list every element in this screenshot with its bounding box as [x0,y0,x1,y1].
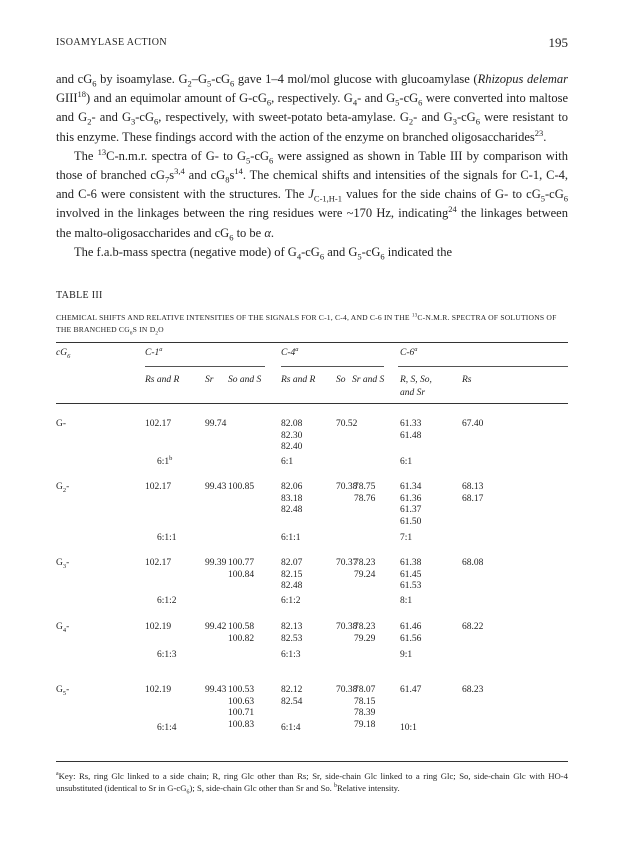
cell-c4-rs-r-value: 82.12 [281,685,303,695]
row-compound: $G_5-$ [56,685,70,697]
cell-c6-sr-s-value: 78.39 [354,708,376,718]
cell-c6-rsso-value: 61.50 [400,516,422,527]
cell-c6-rsso-value: 61.48 [400,430,422,441]
cell-c4-so-s [228,685,254,731]
cell-c4-rs-r-value: 82.07 [281,558,303,568]
cell-c6-rs-value: 68.23 [462,685,484,695]
cell-c1-rs-r [145,419,171,431]
cell-c4-rs-r-value: 82.13 [281,622,303,632]
ratio-c4: 6:1:2 [281,596,301,606]
cell-c6-sr-s-value: 78.15 [354,696,376,707]
cell-c6-rsso [400,685,421,697]
cell-c4-rs-r [281,419,302,454]
cell-c4-rs-r-value: 82.40 [281,442,303,452]
cell-c1-sr [205,685,226,697]
cell-c4-rs-r [281,622,302,645]
cell-c1-sr-value: 99.42 [205,622,227,632]
cell-c4-so-s-value: 100.63 [228,696,255,707]
cell-c6-sr-s-value: 78.07 [354,685,376,695]
cell-c4-so-s-value: 100.53 [228,685,255,695]
cell-c6-sr-s-value: 78.76 [354,493,376,504]
cell-c4-so-value: 70.38 [336,482,358,492]
cell-c6-rs-value: 68.13 [462,482,484,492]
cell-c1-sr [205,558,226,570]
cell-c6-rsso [400,622,421,645]
cell-c4-rs-r-value: 82.54 [281,696,303,707]
cell-c6-rsso-value: 61.47 [400,685,422,695]
cell-c4-so-s-value: 100.71 [228,708,255,718]
page-number: 195 [548,35,568,50]
cell-c6-rs [462,482,483,505]
row-compound: $G_4-$ [56,622,70,634]
cell-c1-rs-r [145,482,171,494]
cell-c6-rsso-value: 61.37 [400,505,422,515]
ratio-c1: 6:1:1 [157,533,177,543]
cell-c1-sr-value: 99.43 [205,482,227,492]
cell-c6-sr-s [354,482,375,505]
cell-c6-sr-s-value: 79.18 [354,719,376,730]
cell-c6-rs-value: 68.08 [462,558,484,568]
cell-c6-rsso-value: 61.34 [400,482,422,492]
cell-c4-so-value: 70.37 [336,558,358,568]
cell-c1-sr-value: 99.74 [205,419,227,429]
subheader-r-s-so: R, S, So, [400,375,432,385]
header-c1: C-1$^a$ [145,345,163,358]
subheader-sr-and-s: Sr and S [352,375,385,385]
cell-c4-so-s [228,558,254,581]
ratio-c1: 6:1:2 [157,596,177,606]
header-cg6: $cG_6$ [56,348,71,360]
cell-c4-so-value: 70.38 [336,685,358,695]
body-text [56,70,568,262]
cell-c6-sr-s-value: 78.23 [354,558,376,568]
cell-c1-rs-r-value: 102.19 [145,685,172,695]
cell-c4-so-s-value: 100.77 [228,558,255,568]
cell-c4-so-value: 70.52 [336,419,358,429]
cell-c6-rs-value: 67.40 [462,419,484,429]
table-footnote: $^a$Key: Rs, ring Glc linked to a side chain; R, ring Glc other than Rs; Sr, side-chain Glc linked to a ring Glc; So, side-chain Glc with HO-4 unsubstituted (identical to Sr in $G-cG_6$); S, side-chain Glc other than Sr and So. $^b$Relative intensity. [56,771,568,796]
cell-c1-sr [205,622,226,634]
ratio-c1: 6:1:4 [157,723,177,733]
cell-c4-so-s-value: 100.83 [228,719,255,730]
ratio-c6: 8:1 [400,596,413,606]
cell-c6-rs [462,622,483,634]
table-label: TABLE III [56,290,103,301]
subheader-sr: Sr [205,375,214,385]
paragraph-1: and $cG_6$ by isoamylase. $G_2-G_5-cG_6$ gave 1–4 mol/mol glucose with glucoamylase (Rhizopus delemar GIII$^{18}$) and an equimolar amount of $G-cG_6$, respectively. $G_4-$ and $G_5-cG_6$ were converted into maltose and $G_2-$ and $G_3-cG_6$, respectively, with sweet-potato beta-amylase. $G_2-$ and $G_3-cG_6$ were resistant to this enzyme. These findings accord with the action of the enzyme on branched oligosaccharides$^{23}$. [56,72,569,144]
cell-c6-rs-value: 68.22 [462,622,484,632]
cell-c1-rs-r [145,622,171,634]
paragraph-3: The f.a.b-mass spectra (negative mode) of $G_4-cG_6$ and $G_5-cG_6$ indicated the [74,244,452,262]
cell-c4-rs-r-value: 82.30 [281,430,303,441]
cell-c6-sr-s [354,685,375,731]
cell-c6-rsso-value: 61.53 [400,581,422,591]
c4-subrule [281,366,384,367]
subheader-c4-rs-and-r: Rs and R [281,375,316,385]
cell-c6-rs [462,558,483,570]
cell-c6-rsso-value: 61.56 [400,633,422,644]
cell-c6-sr-s [354,622,375,645]
cell-c4-so-s [228,482,254,494]
c1-subrule [145,366,265,367]
subheader-rs: Rs [462,375,472,385]
ratio-c4: 6:1:4 [281,723,301,733]
table-bottom-rule [56,761,568,762]
ratio-c6: 10:1 [400,723,417,733]
cell-c1-rs-r-value: 102.19 [145,622,172,632]
ratio-c6: 9:1 [400,650,413,660]
row-compound: $G_3-$ [56,558,70,570]
cell-c1-rs-r-value: 102.17 [145,558,172,568]
cell-c6-sr-s [354,558,375,581]
cell-c6-rs [462,419,483,431]
ratio-c4: 6:1:1 [281,533,301,543]
cell-c6-rsso [400,558,421,593]
cell-c6-rsso-value: 61.46 [400,622,422,632]
cell-c1-sr [205,419,226,431]
cell-c4-so-s-value: 100.58 [228,622,255,632]
table-header-rule [56,403,568,404]
row-compound: $G_2-$ [56,482,70,494]
table-caption: CHEMICAL SHIFTS AND RELATIVE INTENSITIES OF THE SIGNALS FOR C-1, C-4, AND C-6 IN THE $^{13}$C-N.M.R. SPECTRA OF SOLUTIONS OF THE BRANCHED $CG_6S$ IN $D_2O$ [56,312,557,337]
ratio-c4: 6:1 [281,457,294,467]
cell-c6-sr-s-value: 78.75 [354,482,376,492]
cell-c4-rs-r-value: 82.15 [281,569,303,580]
cell-c6-rsso-value: 61.38 [400,558,422,568]
cell-c4-rs-r-value: 82.06 [281,482,303,492]
cell-c6-rs [462,685,483,697]
table-top-rule [56,342,568,343]
subheader-rs-and-r: Rs and R [145,375,180,385]
running-head: ISOAMYLASE ACTION [56,37,167,48]
cell-c4-rs-r-value: 83.18 [281,493,303,504]
cell-c4-rs-r [281,558,302,593]
header-c6: C-6$^a$ [400,345,418,358]
cell-c1-sr [205,482,226,494]
cell-c1-rs-r-value: 102.17 [145,419,172,429]
cell-c4-so-s-value: 100.84 [228,569,255,580]
cell-c1-rs-r [145,685,171,697]
cell-c6-rsso-value: 61.45 [400,569,422,580]
cell-c4-rs-r [281,685,302,708]
cell-c1-rs-r [145,558,171,570]
cell-c4-so-s-value: 100.85 [228,482,255,492]
cell-c4-rs-r [281,482,302,517]
subheader-so-and-s: So and S [228,375,262,385]
ratio-c1: 6:1$^b$ [157,454,173,467]
cell-c4-so-s [228,622,254,645]
cell-c4-rs-r-value: 82.48 [281,505,303,515]
subheader-and-sr: and Sr [400,388,426,398]
header-c4: C-4$^a$ [281,345,299,358]
ratio-c4: 6:1:3 [281,650,301,660]
cell-c4-so-value: 70.38 [336,622,358,632]
cell-c6-sr-s-value: 79.24 [354,569,376,580]
cell-c6-rsso-value: 61.33 [400,419,422,429]
cell-c4-rs-r-value: 82.08 [281,419,303,429]
paragraph-2: The $^{13}$C-n.m.r. spectra of G- to $G_5-cG_6$ were assigned as shown in Table III by comparison with those of branched $cG_7s^{3,4}$ and $cG_8s^{14}$. The chemical shifts and intensities of the signals for C-1, C-4, and C-6 were consistent with the structures. The $J_{C-1,H-1}$ values for the side chains of G- to $cG_5-cG_6$ involved in the linkages between the ring residues were ~170 Hz, indicating$^{24}$ the linkages between the malto-oligosaccharides and $cG_6$ to be α. [56,146,569,243]
cell-c4-rs-r-value: 82.53 [281,633,303,644]
cell-c6-rsso [400,419,421,442]
cell-c4-so [336,419,357,431]
cell-c6-sr-s-value: 79.29 [354,633,376,644]
ratio-c1: 6:1:3 [157,650,177,660]
cell-c4-rs-r-value: 82.48 [281,581,303,591]
cell-c1-rs-r-value: 102.17 [145,482,172,492]
cell-c6-rs-value: 68.17 [462,493,484,504]
ratio-c6: 7:1 [400,533,413,543]
cell-c6-rsso-value: 61.36 [400,493,422,504]
cell-c6-sr-s-value: 78.23 [354,622,376,632]
subheader-so: So [336,375,346,385]
ratio-c6: 6:1 [400,457,413,467]
cell-c6-rsso [400,482,421,528]
cell-c1-sr-value: 99.43 [205,685,227,695]
cell-c1-sr-value: 99.39 [205,558,227,568]
cell-c4-so-s-value: 100.82 [228,633,255,644]
c6-subrule [398,366,568,367]
row-compound: G- [56,419,67,429]
